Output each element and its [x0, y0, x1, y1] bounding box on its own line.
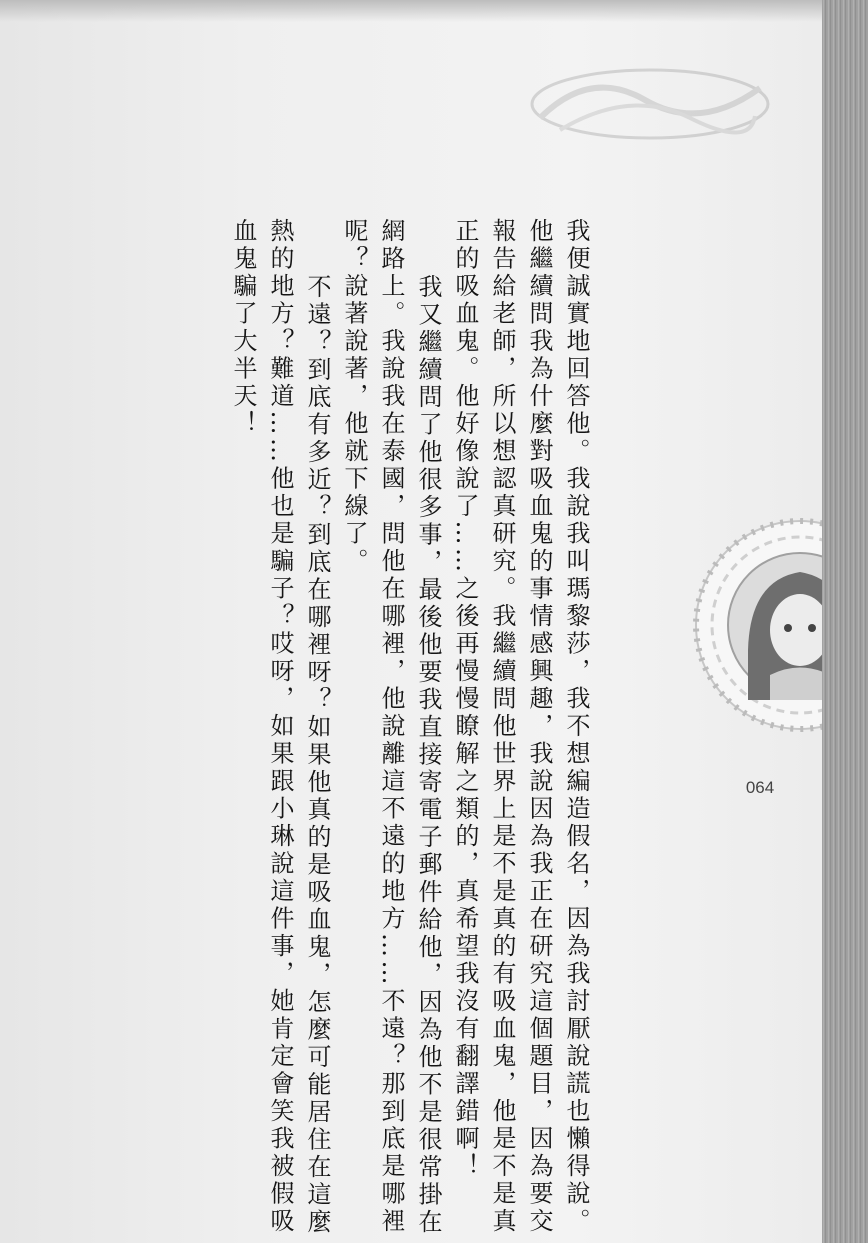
text-column: 報告給老師，所以想認真研究。我繼續問他世界上是不是真的有吸血鬼，他是不是真	[488, 218, 516, 1236]
vertical-body-text	[229, 218, 590, 1237]
text-column: 網路上。我說我在泰國，問他在哪裡，他說離這不遠的地方……不遠？那到底是哪裡	[377, 218, 405, 1236]
text-column: 我又繼續問了他很多事，最後他要我直接寄電子郵件給他，因為他不是很常掛在	[414, 274, 442, 1237]
text-column: 呢？說著說著，他就下線了。	[340, 218, 368, 576]
scan-top-shadow	[0, 0, 822, 22]
page-number: 064	[745, 778, 775, 797]
faded-title-art-icon	[520, 58, 770, 150]
text-column: 血鬼騙了大半天！	[229, 218, 257, 438]
page-stack-edges	[822, 0, 868, 1243]
text-column: 熱的地方？難道……他也是騙子？哎呀，如果跟小琳說這件事，她肯定會笑我被假吸	[266, 218, 294, 1236]
text-column: 我便誠實地回答他。我說我叫瑪黎莎，我不想編造假名，因為我討厭說謊也懶得說。	[562, 218, 590, 1236]
text-column: 他繼續問我為什麼對吸血鬼的事情感興趣，我說因為我正在研究這個題目，因為要交	[525, 218, 553, 1236]
lace-doily-portrait-icon	[690, 500, 822, 750]
text-column: 正的吸血鬼。他好像說了……之後再慢慢瞭解之類的，真希望我沒有翻譯錯啊！	[451, 218, 479, 1181]
text-column: 不遠？到底有多近？到底在哪裡呀？如果他真的是吸血鬼，怎麼可能居住在這麼	[303, 274, 331, 1237]
